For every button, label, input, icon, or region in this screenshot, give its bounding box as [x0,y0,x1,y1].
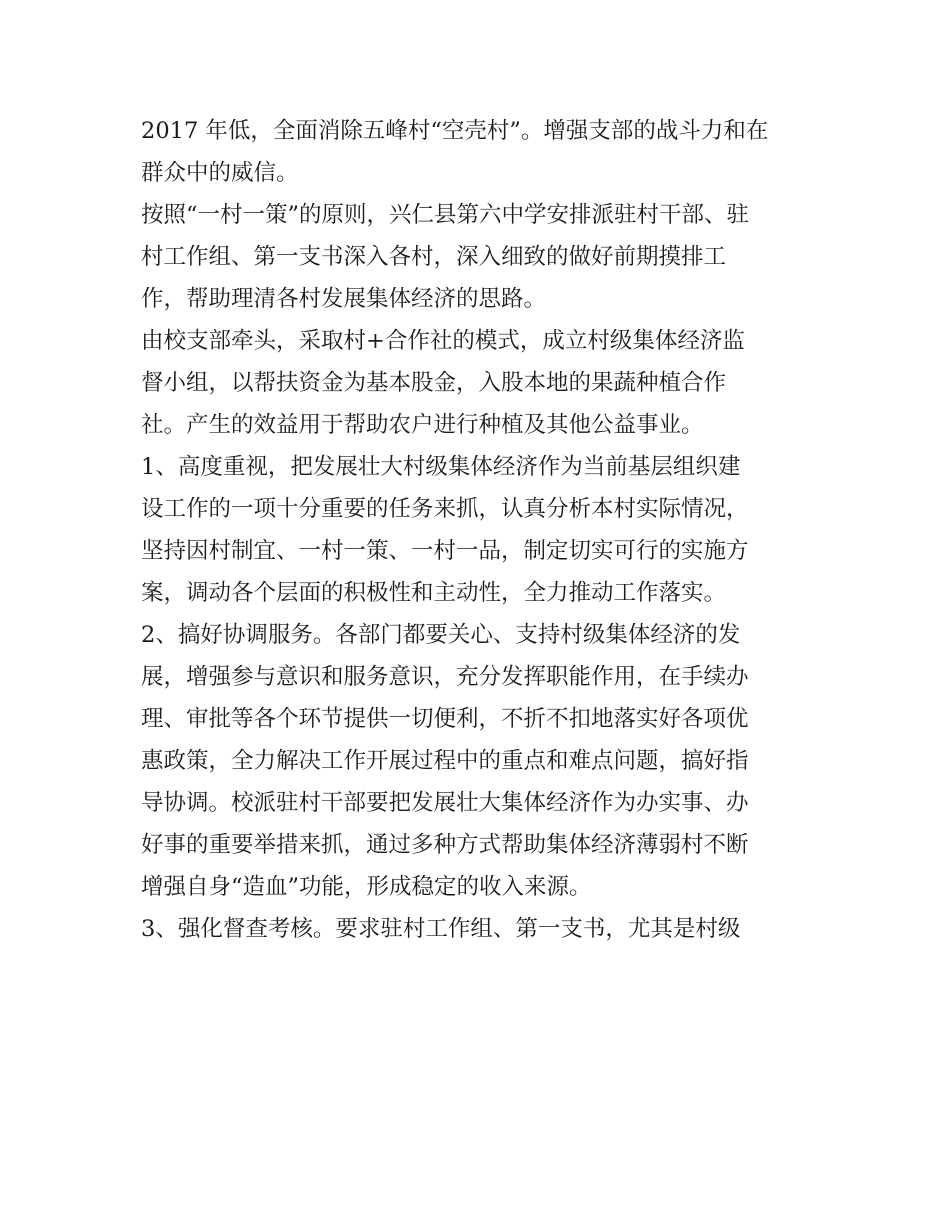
paragraph-item-3 [141,908,821,950]
text-line: 展，增强参与意识和服务意识，充分发挥职能作用，在手续办 [141,664,749,690]
text-line: 群众中的威信。 [141,160,299,186]
text-line: 由校支部牵头，采取村+合作社的模式，成立村级集体经济监 [141,328,745,354]
text-line: 理、审批等各个环节提供一切便利，不折不扣地落实好各项优 [141,706,749,732]
text-line: 导协调。校派驻村干部要把发展壮大集体经济作为办实事、办 [141,790,749,816]
text-line: 作，帮助理清各村发展集体经济的思路。 [141,286,547,312]
text-line: 增强自身“造血”功能，形成稳定的收入来源。 [141,874,592,900]
text-line: 坚持因村制宜、一村一策、一村一品，制定切实可行的实施方 [141,538,749,564]
text-line: 督小组，以帮扶资金为基本股金，入股本地的果蔬种植合作 [141,370,727,396]
text-line: 惠政策，全力解决工作开展过程中的重点和难点问题，搞好指 [141,748,749,774]
text-line: 按照“一村一策”的原则，兴仁县第六中学安排派驻村干部、驻 [141,202,750,228]
text-line: 社。产生的效益用于帮助农户进行种植及其他公益事业。 [141,412,704,438]
text-line: 3、强化督查考核。要求驻村工作组、第一支书，尤其是村级 [141,916,741,942]
text-line: 村工作组、第一支书深入各村，深入细致的做好前期摸排工 [141,244,727,270]
paragraph-item-1 [141,446,821,614]
paragraph-cooperative-model [141,320,821,446]
text-line: 2、搞好协调服务。各部门都要关心、支持村级集体经济的发 [141,622,741,648]
text-line: 2017 年低，全面消除五峰村“空壳村”。增强支部的战斗力和在 [141,118,769,144]
text-line: 案，调动各个层面的积极性和主动性，全力推动工作落实。 [141,580,727,606]
document-body [141,110,821,950]
paragraph-goal [141,110,821,194]
paragraph-item-2 [141,614,821,908]
text-line: 设工作的一项十分重要的任务来抓，认真分析本村实际情况， [141,496,749,522]
text-line: 1、高度重视，把发展壮大村级集体经济作为当前基层组织建 [141,454,741,480]
text-line: 好事的重要举措来抓，通过多种方式帮助集体经济薄弱村不断 [141,832,749,858]
paragraph-one-village-one-policy [141,194,821,320]
